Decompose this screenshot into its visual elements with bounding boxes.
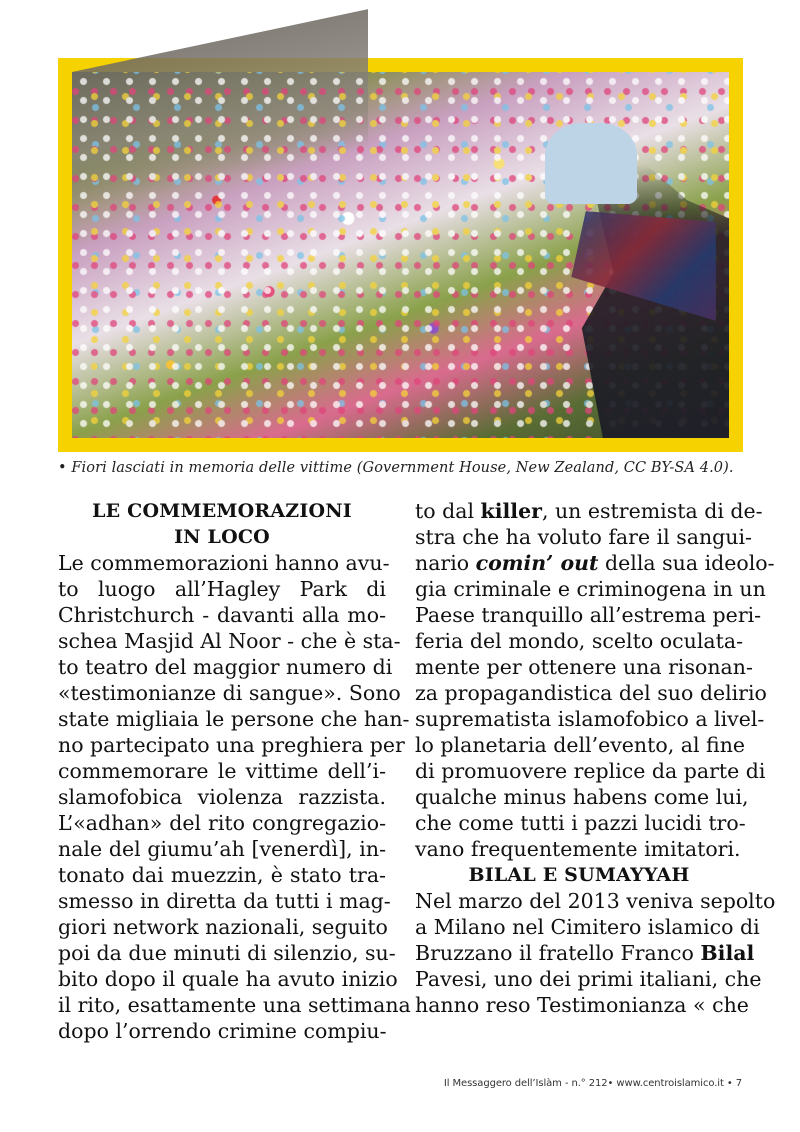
body-line: il rito, esattamente una settimana bbox=[58, 993, 411, 1017]
body-line: no partecipato una preghiera per bbox=[58, 733, 405, 757]
body-line: lo planetaria dell’evento, al fine bbox=[415, 733, 746, 757]
body-line: schea Masjid Al Noor - che è sta- bbox=[58, 629, 401, 653]
body-line: nale del giumu’ah [venerdì], in- bbox=[58, 837, 386, 861]
photo-frame bbox=[58, 58, 743, 452]
body-line: nario comin’ out della sua ideolo- bbox=[415, 551, 775, 575]
body-line: che come tutti i pazzi lucidi tro- bbox=[415, 811, 746, 835]
left-column bbox=[58, 498, 411, 1044]
body-line: dopo l’orrendo crimine compiu- bbox=[58, 1019, 387, 1043]
section-heading-1a: LE COMMEMORAZIONI bbox=[92, 500, 352, 522]
body-line: Paese tranquillo all’estrema peri- bbox=[415, 603, 762, 627]
body-line: commemorare le vittime dell’i- bbox=[58, 759, 386, 783]
body-line: smesso in diretta da tutti i mag- bbox=[58, 889, 391, 913]
body-line: to teatro del maggior numero di bbox=[58, 655, 393, 679]
body-line: bito dopo il quale ha avuto inizio bbox=[58, 967, 398, 991]
body-line: Bruzzano il fratello Franco Bilal bbox=[415, 941, 755, 965]
body-line: suprematista islamofobico a livel- bbox=[415, 707, 765, 731]
body-line: hanno reso Testimonianza « che bbox=[415, 993, 749, 1017]
emphasis-comin-out: comin’ out bbox=[475, 551, 599, 575]
body-line: Le commemorazioni hanno avu- bbox=[58, 551, 390, 575]
body-line: stra che ha voluto fare il sangui- bbox=[415, 525, 752, 549]
photo-photographer bbox=[545, 123, 637, 204]
body-line: slamofobica violenza razzista. bbox=[58, 785, 386, 809]
body-line: Pavesi, uno dei primi italiani, che bbox=[415, 967, 762, 991]
section-heading-1b: IN LOCO bbox=[174, 526, 270, 548]
bold-word-killer: killer bbox=[480, 499, 542, 523]
page-footer: Il Messaggero dell’Islàm - n.° 212• www.centroislamico.it • 7 bbox=[443, 1078, 742, 1089]
body-line: di promuovere replice da parte di bbox=[415, 759, 766, 783]
right-column-body bbox=[415, 576, 767, 862]
body-line: Christchurch - davanti alla mo- bbox=[58, 603, 386, 627]
body-line: L’«adhan» del rito congregazio- bbox=[58, 811, 386, 835]
body-line: to dal killer, un estremista di de- bbox=[415, 499, 763, 523]
body-line: vano frequentemente imitatori. bbox=[415, 837, 741, 861]
body-line: za propagandistica del suo delirio bbox=[415, 681, 767, 705]
memorial-flowers-photo bbox=[72, 72, 729, 438]
section-heading-2: BILAL E SUMAYYAH bbox=[468, 864, 690, 886]
body-line: «testimonianze di sangue». Sono bbox=[58, 681, 401, 705]
body-line: gia criminale e criminogena in un bbox=[415, 577, 766, 601]
body-line: tonato dai muezzin, è stato tra- bbox=[58, 863, 386, 887]
bold-word-bilal: Bilal bbox=[700, 941, 755, 965]
body-line: Nel marzo del 2013 veniva sepolto bbox=[415, 889, 776, 913]
body-line: state migliaia le persone che han- bbox=[58, 707, 410, 731]
body-line: giori network nazionali, seguito bbox=[58, 915, 388, 939]
body-line: mente per ottenere una risonan- bbox=[415, 655, 753, 679]
right-column-body-2 bbox=[415, 888, 776, 940]
body-line: qualche minus habens come lui, bbox=[415, 785, 749, 809]
right-column-body-3 bbox=[415, 966, 762, 1018]
photo-caption: • Fiori lasciati in memoria delle vittime (Government House, New Zealand, CC BY-SA 4.0). bbox=[58, 460, 734, 476]
right-column bbox=[415, 498, 776, 1018]
body-line: to luogo all’Hagley Park di bbox=[58, 577, 386, 601]
body-line: a Milano nel Cimitero islamico di bbox=[415, 915, 760, 939]
left-column-body bbox=[58, 550, 411, 1044]
body-line: feria del mondo, scelto oculata- bbox=[415, 629, 743, 653]
body-line: poi da due minuti di silenzio, su- bbox=[58, 941, 396, 965]
